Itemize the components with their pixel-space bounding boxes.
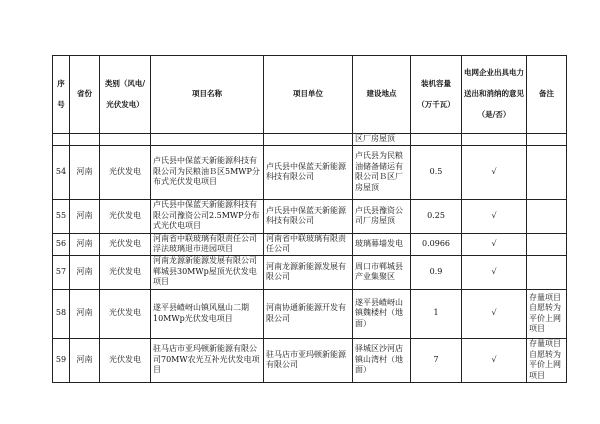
cell-province: 河南: [70, 255, 100, 289]
cell-seq: 54: [53, 145, 70, 199]
header-project-name: 项目名称: [151, 56, 264, 134]
table-row: [53, 338, 567, 382]
cell-location: 周口市郸城县产业集聚区: [353, 255, 411, 289]
cell-note: 存量项目自愿转为平价上网项目: [527, 338, 567, 382]
cell-province: 河南: [70, 338, 100, 382]
cell-seq: 57: [53, 255, 70, 289]
cell-capacity: 0.5: [411, 145, 462, 199]
cell-location: 遂平县嵖岈山镇魏楼村（地面）: [353, 289, 411, 338]
cell-seq: 58: [53, 289, 70, 338]
project-table: [52, 55, 567, 383]
cell-location: 玻璃幕墙发电: [353, 233, 411, 255]
cell-location: 卢氏县为民粮油储备储运有限公司Ｂ区厂房屋顶: [353, 145, 411, 199]
cell-opinion: √: [462, 145, 527, 199]
cell-category: 光伏发电: [100, 145, 151, 199]
cell-seq: 55: [53, 199, 70, 233]
header-row: [53, 56, 567, 134]
cell-province: 河南: [70, 145, 100, 199]
cell-project-name: 卢氏县中保蓝天新能源科技有限公司豫资公司2.5MWP分布式光伏电项目: [151, 199, 264, 233]
cell-category: 光伏发电: [100, 289, 151, 338]
cell-seq: 56: [53, 233, 70, 255]
cell-province: 河南: [70, 233, 100, 255]
cell-category: 光伏发电: [100, 233, 151, 255]
cell-opinion: √: [462, 233, 527, 255]
cell-note: [527, 255, 567, 289]
continuation-location: 区厂房屋顶: [353, 134, 411, 146]
cell-unit: 河南龙源新能源发展有限公司: [264, 255, 353, 289]
cell-capacity: 7: [411, 338, 462, 382]
cell-project-name: 河南龙源新能源发展有限公司郸城县30MWp屋顶光伏发电项目: [151, 255, 264, 289]
cell-category: 光伏发电: [100, 338, 151, 382]
cell-capacity: 0.9: [411, 255, 462, 289]
cell-category: 光伏发电: [100, 199, 151, 233]
cell-category: 光伏发电: [100, 255, 151, 289]
cell-seq: 59: [53, 338, 70, 382]
continuation-row: [53, 134, 567, 146]
header-grid-opinion: 电网企业出具电力 送出和消纳的意见 （是/否）: [462, 56, 527, 134]
cell-project-name: 驻马店市亚玛顿新能源有限公司70MW农光互补光伏发电项目: [151, 338, 264, 382]
header-seq: 序 号: [53, 56, 70, 134]
cell-note: [527, 145, 567, 199]
cell-unit: 驻马店市亚玛顿新能源有限公司: [264, 338, 353, 382]
header-location: 建设地点: [353, 56, 411, 134]
cell-opinion: √: [462, 255, 527, 289]
cell-unit: 河南协通新能源开发有限公司: [264, 289, 353, 338]
cell-project-name: 河南省中联玻璃有限责任公司浮法玻璃退市进园项目: [151, 233, 264, 255]
header-province: 省份: [70, 56, 100, 134]
cell-unit: 卢氏县中保蓝天新能源科技有限公司: [264, 199, 353, 233]
header-category: 类别（风电/ 光伏发电）: [100, 56, 151, 134]
table-row: [53, 289, 567, 338]
cell-project-name: 遂平县嵖岈山镇风凰山二期10MWp光伏发电项目: [151, 289, 264, 338]
header-capacity: 装机容量 （万千瓦）: [411, 56, 462, 134]
cell-location: 卢氏县豫资公司厂房屋顶: [353, 199, 411, 233]
cell-unit: 河南省中联玻璃有限责任公司: [264, 233, 353, 255]
cell-capacity: 1: [411, 289, 462, 338]
header-unit: 项目单位: [264, 56, 353, 134]
header-note: 备注: [527, 56, 567, 134]
cell-opinion: √: [462, 199, 527, 233]
cell-location: 驿城区沙河店镇山湾村（地面）: [353, 338, 411, 382]
cell-capacity: 0.0966: [411, 233, 462, 255]
table-row: [53, 255, 567, 289]
table-row: [53, 233, 567, 255]
cell-unit: 卢氏县中保蓝天新能源科技有限公司: [264, 145, 353, 199]
cell-note: [527, 199, 567, 233]
cell-project-name: 卢氏县中保蓝天新能源科技有限公司为民粮油Ｂ区5MWP分布式光伏发电项目: [151, 145, 264, 199]
cell-note: [527, 233, 567, 255]
cell-note: 存量项目自愿转为平价上网项目: [527, 289, 567, 338]
cell-province: 河南: [70, 199, 100, 233]
cell-opinion: √: [462, 289, 527, 338]
table-row: [53, 199, 567, 233]
table-row: [53, 145, 567, 199]
cell-province: 河南: [70, 289, 100, 338]
cell-opinion: √: [462, 338, 527, 382]
cell-capacity: 0.25: [411, 199, 462, 233]
